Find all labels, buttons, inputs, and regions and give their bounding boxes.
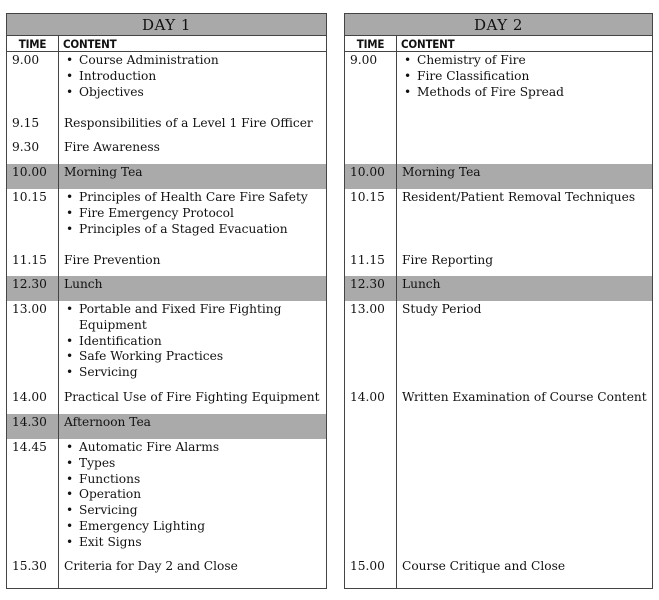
list-item: • Automatic Fire Alarms [64, 440, 322, 456]
content-cell: Lunch [402, 277, 441, 291]
content-cell: Lunch [64, 277, 103, 291]
content-cell: Responsibilities of a Level 1 Fire Officer [64, 116, 313, 130]
content-cell: Fire Prevention [64, 253, 161, 267]
day-title: DAY 2 [345, 14, 652, 36]
time-cell: 11.15 [350, 253, 385, 267]
time-cell: 13.00 [350, 302, 385, 316]
time-cell: 9.15 [12, 116, 40, 130]
content-cell: Criteria for Day 2 and Close [64, 559, 238, 573]
list-item: • Fire Classification [402, 69, 648, 85]
header-rule [345, 51, 652, 52]
list-item: • Fire Emergency Protocol [64, 206, 322, 222]
column-divider [396, 36, 397, 588]
content-cell: Fire Awareness [64, 140, 160, 154]
content-cell: Fire Reporting [402, 253, 494, 267]
content-cell: Practical Use of Fire Fighting Equipment [64, 390, 320, 404]
time-cell: 15.30 [12, 559, 47, 573]
time-cell: 9.00 [12, 53, 40, 67]
day-2-schedule [344, 13, 653, 589]
time-cell: 11.15 [12, 253, 47, 267]
time-cell: 14.30 [12, 415, 47, 429]
content-cell: Written Examination of Course Content [402, 390, 647, 404]
content-list [64, 440, 322, 551]
time-cell: 10.00 [350, 165, 385, 179]
list-item: • Servicing [64, 503, 322, 519]
time-cell: 9.30 [12, 140, 40, 154]
content-cell: Morning Tea [64, 165, 143, 179]
content-list [402, 53, 648, 100]
content-cell: Study Period [402, 302, 482, 316]
content-cell: Course Critique and Close [402, 559, 566, 573]
list-item: • Objectives [64, 85, 322, 101]
list-item: • Principles of Health Care Fire Safety [64, 190, 322, 206]
list-item: • Types [64, 456, 322, 472]
header-rule [7, 51, 326, 52]
list-item: • Identification [64, 334, 286, 350]
list-item: • Servicing [64, 365, 286, 381]
list-item: • Introduction [64, 69, 322, 85]
time-cell: 14.00 [350, 390, 385, 404]
time-cell: 15.00 [350, 559, 385, 573]
list-item: • Exit Signs [64, 535, 322, 551]
list-item: • Principles of a Staged Evacuation [64, 222, 322, 238]
column-divider [58, 36, 59, 588]
time-cell: 10.00 [12, 165, 47, 179]
time-column-header: TIME [356, 37, 385, 51]
time-cell: 10.15 [12, 190, 47, 204]
list-item: • Course Administration [64, 53, 322, 69]
content-column-header: CONTENT [401, 37, 455, 51]
content-cell: Resident/Patient Removal Techniques [402, 190, 636, 204]
content-list [64, 302, 286, 381]
list-item: • Emergency Lighting [64, 519, 322, 535]
time-cell: 12.30 [12, 277, 47, 291]
time-cell: 10.15 [350, 190, 385, 204]
time-cell: 13.00 [12, 302, 47, 316]
time-cell: 12.30 [350, 277, 385, 291]
time-cell: 9.00 [350, 53, 378, 67]
list-item: • Portable and Fixed Fire Fighting Equipment [64, 302, 286, 334]
list-item: • Operation [64, 487, 322, 503]
content-column-header: CONTENT [63, 37, 117, 51]
content-list [64, 190, 322, 237]
content-cell: Morning Tea [402, 165, 481, 179]
list-item: • Safe Working Practices [64, 349, 286, 365]
content-cell: Afternoon Tea [64, 415, 151, 429]
day-1-schedule [6, 13, 327, 589]
time-cell: 14.45 [12, 440, 47, 454]
day-title: DAY 1 [7, 14, 326, 36]
list-item: • Methods of Fire Spread [402, 85, 648, 101]
time-cell: 14.00 [12, 390, 47, 404]
content-list [64, 53, 322, 100]
list-item: • Functions [64, 472, 322, 488]
time-column-header: TIME [18, 37, 47, 51]
list-item: • Chemistry of Fire [402, 53, 648, 69]
